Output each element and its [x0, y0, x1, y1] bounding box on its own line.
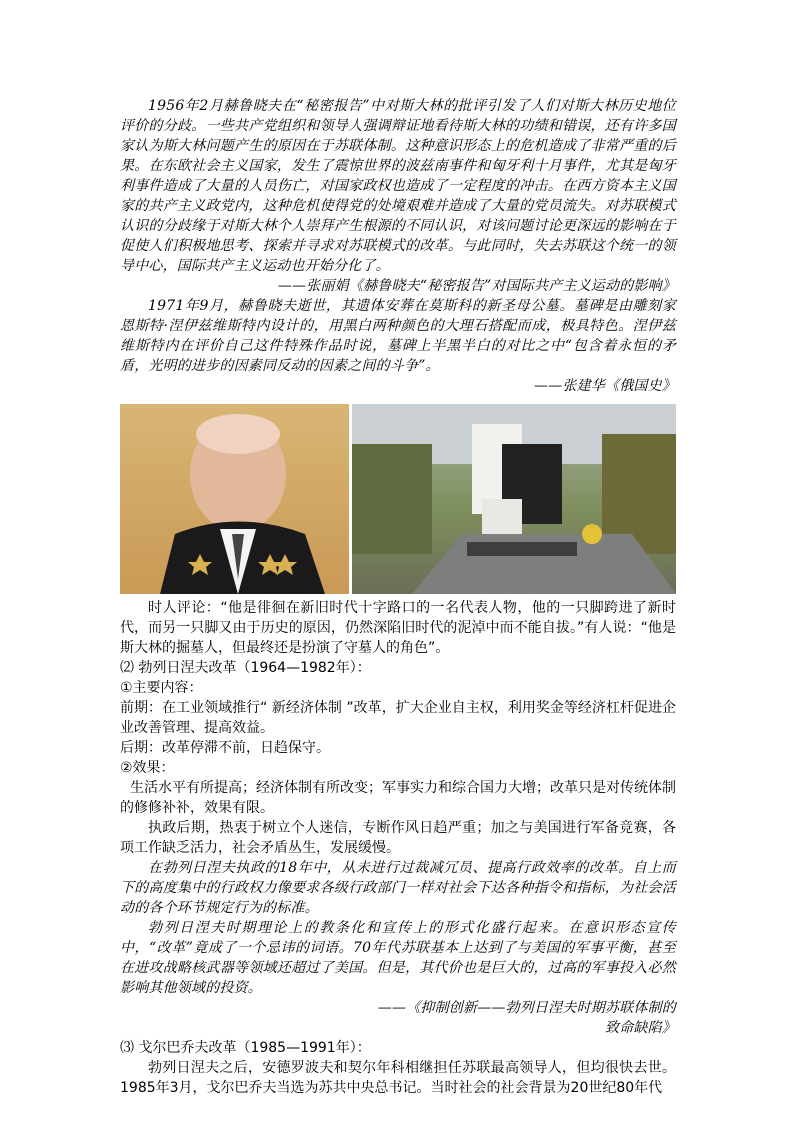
subheading-main-content: ①主要内容： — [120, 680, 203, 696]
quote-source-3-line1: ——《抑制创新——勃列日涅夫时期苏联体制的 — [377, 1000, 676, 1016]
khrushchev-portrait-photo — [120, 404, 349, 594]
section-heading-brezhnev: ⑵ 勃列日涅夫改革（1964—1982年）： — [120, 660, 371, 676]
quote-source-1: ——张丽娟《赫鲁晓夫“秘密报告”对国际共产主义运动的影响》 — [277, 278, 676, 294]
subheading-effect: ②效果： — [120, 760, 175, 776]
effect-text-1: 生活水平有所提高；经济体制有所改变；军事实力和综合国力大增；改革只是对传统体制的修修补补，效果有限。 — [120, 780, 676, 816]
quote-source-3-line2: 致命缺陷》 — [605, 1020, 676, 1036]
quote-paragraph-admin: 在勃列日涅夫执政的18年中，从未进行过裁减冗员、提高行政效率的改革。自上而下的高度集中的行政权力像要求各级行政部门一样对社会下达各种指令和指标，为社会活动的各个环节规定行为的标准。 — [120, 860, 676, 916]
document-page — [120, 96, 676, 1098]
late-period-text: 后期：改革停滞不前，日趋保守。 — [120, 740, 330, 756]
quote-paragraph-secret-speech: 1956年2月赫鲁晓夫在“秘密报告”中对斯大林的批评引发了人们对斯大林历史地位评价的分歧。一些共产党组织和领导人强调辩证地看待斯大林的功绩和错误，还有许多国家认为斯大林问题产生的原因在于苏联体制。这种意识形态上的危机造成了非常严重的后果。在东欧社会主义国家，发生了震惊世界的波兹南事件和匈牙利十月事件，尤其是匈牙利事件造成了大量的人员伤亡，对国家政权也造成了一定程度的冲击。在西方资本主义国家的共产主义政党内，这种危机使得党的处境艰难并造成了大量的党员流失。对苏联模式认识的分歧缘于对斯大林个人崇拜产生根源的不同认识，对该问题讨论更深远的影响在于促使人们积极地思考、探索并寻求对苏联模式的改革。与此同时，失去苏联这个统一的领导中心，国际共产主义运动也开始分化了。 — [120, 98, 676, 274]
contemporary-comment: 时人评论：“他是徘徊在新旧时代十字路口的一名代表人物，他的一只脚跨进了新时代，而另一只脚又由于历史的原因，仍然深陷旧时代的泥淖中而不能自拔。”有人说：“他是斯大林的掘墓人，但最终还是扮演了守墓人的角色”。 — [120, 600, 676, 656]
early-period-text: 前期：在工业领域推行“ 新经济体制 ”改革，扩大企业自主权，利用奖金等经济杠杆促进企业改善管理、提高效益。 — [120, 700, 676, 736]
quote-paragraph-ideology: 勃列日涅夫时期理论上的教条化和宣传上的形式化盛行起来。在意识形态宣传中，“改革”竟成了一个忌讳的词语。70年代苏联基本上达到了与美国的军事平衡，甚至在进攻战略核武器等领域还超过了美国。但是，其代价也是巨大的，过高的军事投入必然影响其他领域的投资。 — [120, 920, 676, 996]
quote-source-2: ——张建华《俄国史》 — [534, 378, 676, 394]
tombstone-photo — [352, 404, 676, 594]
effect-text-2: 执政后期，热衷于树立个人迷信，专断作风日趋严重；加之与美国进行军备竞赛，各项工作缺乏活力，社会矛盾丛生，发展缓慢。 — [120, 820, 676, 856]
image-row — [120, 404, 676, 594]
gorbachev-intro-text: 勃列日涅夫之后，安德罗波夫和契尔年科相继担任苏联最高领导人，但均很快去世。1985年3月，戈尔巴乔夫当选为苏共中央总书记。当时社会的社会背景为20世纪80年代 — [120, 1060, 676, 1096]
quote-paragraph-tombstone: 1971年9月，赫鲁晓夫逝世，其遗体安葬在莫斯科的新圣母公墓。墓碑是由雕刻家恩斯特·涅伊兹维斯特内设计的，用黑白两种颜色的大理石搭配而成，极具特色。涅伊兹维斯特内在评价自己这件特殊作品时说，墓碑上半黑半白的对比之中“包含着永恒的矛盾，光明的进步的因素同反动的因素之间的斗争”。 — [120, 298, 676, 374]
section-heading-gorbachev: ⑶ 戈尔巴乔夫改革（1985—1991年）： — [120, 1040, 371, 1056]
